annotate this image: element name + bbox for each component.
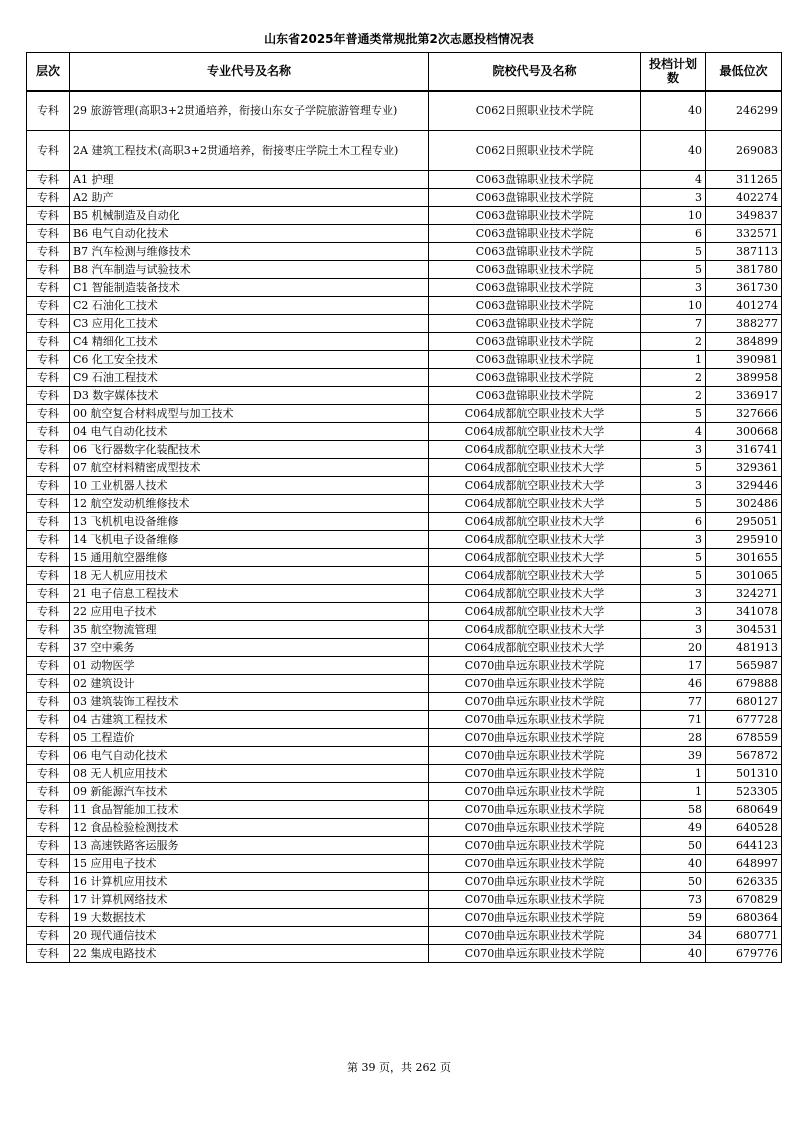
cell-level: 专科 <box>27 927 70 945</box>
cell-school: C063盘锦职业技术学院 <box>429 297 641 315</box>
cell-major: 01 动物医学 <box>70 657 429 675</box>
cell-major: B6 电气自动化技术 <box>70 225 429 243</box>
cell-major: 35 航空物流管理 <box>70 621 429 639</box>
cell-major: C2 石油化工技术 <box>70 297 429 315</box>
cell-plan: 4 <box>641 171 706 189</box>
cell-plan: 5 <box>641 261 706 279</box>
header-level: 层次 <box>27 53 70 91</box>
table-row <box>27 693 782 711</box>
cell-major: D3 数字媒体技术 <box>70 387 429 405</box>
cell-major: A2 助产 <box>70 189 429 207</box>
cell-major: 37 空中乘务 <box>70 639 429 657</box>
cell-school: C070曲阜远东职业技术学院 <box>429 783 641 801</box>
cell-rank: 567872 <box>706 747 782 765</box>
table-row <box>27 837 782 855</box>
cell-major: B7 汽车检测与维修技术 <box>70 243 429 261</box>
cell-school: C062日照职业技术学院 <box>429 91 641 131</box>
cell-plan: 3 <box>641 189 706 207</box>
cell-rank: 327666 <box>706 405 782 423</box>
cell-level: 专科 <box>27 801 70 819</box>
cell-school: C070曲阜远东职业技术学院 <box>429 693 641 711</box>
header-major: 专业代号及名称 <box>70 53 429 91</box>
cell-school: C070曲阜远东职业技术学院 <box>429 675 641 693</box>
cell-level: 专科 <box>27 531 70 549</box>
cell-school: C070曲阜远东职业技术学院 <box>429 711 641 729</box>
cell-rank: 389958 <box>706 369 782 387</box>
cell-rank: 304531 <box>706 621 782 639</box>
cell-major: A1 护理 <box>70 171 429 189</box>
cell-school: C063盘锦职业技术学院 <box>429 351 641 369</box>
table-row <box>27 513 782 531</box>
cell-rank: 677728 <box>706 711 782 729</box>
cell-school: C064成都航空职业技术大学 <box>429 603 641 621</box>
cell-major: 06 电气自动化技术 <box>70 747 429 765</box>
cell-plan: 3 <box>641 585 706 603</box>
cell-rank: 269083 <box>706 131 782 171</box>
cell-level: 专科 <box>27 621 70 639</box>
header-plan: 投档计划数 <box>641 53 706 91</box>
table-row <box>27 711 782 729</box>
cell-rank: 349837 <box>706 207 782 225</box>
cell-rank: 329361 <box>706 459 782 477</box>
table-row <box>27 801 782 819</box>
cell-level: 专科 <box>27 693 70 711</box>
cell-rank: 311265 <box>706 171 782 189</box>
cell-school: C063盘锦职业技术学院 <box>429 369 641 387</box>
table-row <box>27 783 782 801</box>
cell-plan: 3 <box>641 621 706 639</box>
cell-plan: 50 <box>641 873 706 891</box>
cell-rank: 388277 <box>706 315 782 333</box>
table-row <box>27 261 782 279</box>
table-body <box>27 91 782 963</box>
cell-rank: 679776 <box>706 945 782 963</box>
cell-level: 专科 <box>27 279 70 297</box>
cell-major: C1 智能制造装备技术 <box>70 279 429 297</box>
cell-level: 专科 <box>27 603 70 621</box>
page-footer: 第 39 页，共 262 页 <box>347 1061 451 1074</box>
cell-plan: 77 <box>641 693 706 711</box>
table-row <box>27 927 782 945</box>
cell-plan: 3 <box>641 603 706 621</box>
cell-major: 16 计算机应用技术 <box>70 873 429 891</box>
cell-major: C9 石油工程技术 <box>70 369 429 387</box>
cell-plan: 59 <box>641 909 706 927</box>
cell-rank: 332571 <box>706 225 782 243</box>
cell-school: C063盘锦职业技术学院 <box>429 225 641 243</box>
table-row <box>27 387 782 405</box>
table-row <box>27 315 782 333</box>
table-row <box>27 747 782 765</box>
cell-school: C064成都航空职业技术大学 <box>429 639 641 657</box>
cell-major: C6 化工安全技术 <box>70 351 429 369</box>
cell-school: C070曲阜远东职业技术学院 <box>429 765 641 783</box>
table-row <box>27 279 782 297</box>
cell-major: 29 旅游管理(高职3+2贯通培养，衔接山东女子学院旅游管理专业) <box>70 91 429 131</box>
cell-rank: 295910 <box>706 531 782 549</box>
cell-level: 专科 <box>27 387 70 405</box>
cell-rank: 523305 <box>706 783 782 801</box>
cell-school: C064成都航空职业技术大学 <box>429 567 641 585</box>
table-row <box>27 243 782 261</box>
cell-level: 专科 <box>27 657 70 675</box>
header-rank: 最低位次 <box>706 53 782 91</box>
cell-plan: 2 <box>641 387 706 405</box>
cell-rank: 246299 <box>706 91 782 131</box>
cell-major: 02 建筑设计 <box>70 675 429 693</box>
cell-major: 04 电气自动化技术 <box>70 423 429 441</box>
cell-school: C064成都航空职业技术大学 <box>429 477 641 495</box>
cell-rank: 336917 <box>706 387 782 405</box>
cell-rank: 301655 <box>706 549 782 567</box>
cell-plan: 6 <box>641 513 706 531</box>
cell-level: 专科 <box>27 459 70 477</box>
cell-plan: 6 <box>641 225 706 243</box>
cell-rank: 316741 <box>706 441 782 459</box>
cell-major: 06 飞行器数字化装配技术 <box>70 441 429 459</box>
cell-level: 专科 <box>27 91 70 131</box>
cell-major: 12 航空发动机维修技术 <box>70 495 429 513</box>
cell-plan: 34 <box>641 927 706 945</box>
table-row <box>27 131 782 171</box>
table-row <box>27 369 782 387</box>
cell-level: 专科 <box>27 131 70 171</box>
cell-plan: 5 <box>641 459 706 477</box>
cell-rank: 384899 <box>706 333 782 351</box>
table-row <box>27 639 782 657</box>
cell-school: C070曲阜远东职业技术学院 <box>429 747 641 765</box>
cell-school: C070曲阜远东职业技术学院 <box>429 945 641 963</box>
cell-major: C3 应用化工技术 <box>70 315 429 333</box>
cell-plan: 28 <box>641 729 706 747</box>
cell-rank: 390981 <box>706 351 782 369</box>
cell-major: 17 计算机网络技术 <box>70 891 429 909</box>
header-school: 院校代号及名称 <box>429 53 641 91</box>
cell-rank: 679888 <box>706 675 782 693</box>
cell-plan: 39 <box>641 747 706 765</box>
cell-major: 22 集成电路技术 <box>70 945 429 963</box>
cell-plan: 10 <box>641 297 706 315</box>
cell-plan: 4 <box>641 423 706 441</box>
cell-plan: 2 <box>641 369 706 387</box>
cell-level: 专科 <box>27 747 70 765</box>
cell-rank: 295051 <box>706 513 782 531</box>
cell-level: 专科 <box>27 567 70 585</box>
cell-level: 专科 <box>27 405 70 423</box>
cell-school: C070曲阜远东职业技术学院 <box>429 837 641 855</box>
table-row <box>27 297 782 315</box>
cell-plan: 5 <box>641 567 706 585</box>
cell-school: C070曲阜远东职业技术学院 <box>429 909 641 927</box>
cell-major: 22 应用电子技术 <box>70 603 429 621</box>
cell-plan: 3 <box>641 477 706 495</box>
table-row <box>27 549 782 567</box>
cell-rank: 361730 <box>706 279 782 297</box>
table-row <box>27 657 782 675</box>
cell-plan: 2 <box>641 333 706 351</box>
cell-major: 20 现代通信技术 <box>70 927 429 945</box>
cell-major: 09 新能源汽车技术 <box>70 783 429 801</box>
cell-major: 14 飞机电子设备维修 <box>70 531 429 549</box>
cell-level: 专科 <box>27 297 70 315</box>
table-row <box>27 495 782 513</box>
cell-plan: 5 <box>641 549 706 567</box>
cell-rank: 302486 <box>706 495 782 513</box>
cell-school: C070曲阜远东职业技术学院 <box>429 657 641 675</box>
cell-major: 15 应用电子技术 <box>70 855 429 873</box>
cell-level: 专科 <box>27 639 70 657</box>
cell-level: 专科 <box>27 783 70 801</box>
table-row <box>27 819 782 837</box>
cell-rank: 481913 <box>706 639 782 657</box>
cell-level: 专科 <box>27 243 70 261</box>
cell-plan: 49 <box>641 819 706 837</box>
cell-major: 08 无人机应用技术 <box>70 765 429 783</box>
cell-major: 15 通用航空器维修 <box>70 549 429 567</box>
cell-rank: 300668 <box>706 423 782 441</box>
cell-major: 2A 建筑工程技术(高职3+2贯通培养，衔接枣庄学院土木工程专业) <box>70 131 429 171</box>
cell-plan: 40 <box>641 91 706 131</box>
cell-plan: 3 <box>641 531 706 549</box>
cell-rank: 565987 <box>706 657 782 675</box>
table-row <box>27 477 782 495</box>
cell-plan: 1 <box>641 351 706 369</box>
cell-school: C064成都航空职业技术大学 <box>429 621 641 639</box>
cell-school: C064成都航空职业技术大学 <box>429 495 641 513</box>
table-row <box>27 225 782 243</box>
cell-level: 专科 <box>27 315 70 333</box>
cell-level: 专科 <box>27 675 70 693</box>
cell-school: C063盘锦职业技术学院 <box>429 171 641 189</box>
cell-school: C070曲阜远东职业技术学院 <box>429 927 641 945</box>
cell-school: C070曲阜远东职业技术学院 <box>429 819 641 837</box>
table-row <box>27 729 782 747</box>
cell-plan: 5 <box>641 495 706 513</box>
table-row <box>27 423 782 441</box>
cell-major: 03 建筑装饰工程技术 <box>70 693 429 711</box>
cell-plan: 5 <box>641 405 706 423</box>
cell-level: 专科 <box>27 585 70 603</box>
table-row <box>27 333 782 351</box>
cell-major: 12 食品检验检测技术 <box>70 819 429 837</box>
cell-school: C063盘锦职业技术学院 <box>429 261 641 279</box>
cell-school: C063盘锦职业技术学院 <box>429 207 641 225</box>
cell-plan: 71 <box>641 711 706 729</box>
table-row <box>27 531 782 549</box>
cell-level: 专科 <box>27 261 70 279</box>
cell-major: 18 无人机应用技术 <box>70 567 429 585</box>
cell-plan: 3 <box>641 279 706 297</box>
cell-level: 专科 <box>27 819 70 837</box>
cell-school: C064成都航空职业技术大学 <box>429 585 641 603</box>
cell-school: C070曲阜远东职业技术学院 <box>429 891 641 909</box>
table-row <box>27 855 782 873</box>
table-row <box>27 585 782 603</box>
cell-rank: 640528 <box>706 819 782 837</box>
cell-rank: 648997 <box>706 855 782 873</box>
cell-school: C063盘锦职业技术学院 <box>429 243 641 261</box>
table-row <box>27 945 782 963</box>
cell-plan: 50 <box>641 837 706 855</box>
cell-level: 专科 <box>27 171 70 189</box>
cell-level: 专科 <box>27 351 70 369</box>
cell-level: 专科 <box>27 729 70 747</box>
cell-rank: 680364 <box>706 909 782 927</box>
cell-level: 专科 <box>27 495 70 513</box>
cell-school: C063盘锦职业技术学院 <box>429 315 641 333</box>
table-row <box>27 909 782 927</box>
cell-school: C064成都航空职业技术大学 <box>429 513 641 531</box>
cell-school: C063盘锦职业技术学院 <box>429 189 641 207</box>
table-row <box>27 171 782 189</box>
cell-school: C064成都航空职业技术大学 <box>429 459 641 477</box>
table-row <box>27 675 782 693</box>
cell-level: 专科 <box>27 873 70 891</box>
table-row <box>27 91 782 131</box>
cell-plan: 3 <box>641 441 706 459</box>
cell-level: 专科 <box>27 513 70 531</box>
cell-school: C064成都航空职业技术大学 <box>429 531 641 549</box>
cell-rank: 329446 <box>706 477 782 495</box>
cell-plan: 1 <box>641 783 706 801</box>
cell-rank: 341078 <box>706 603 782 621</box>
table-row <box>27 459 782 477</box>
cell-level: 专科 <box>27 477 70 495</box>
table-row <box>27 189 782 207</box>
cell-rank: 678559 <box>706 729 782 747</box>
cell-plan: 5 <box>641 243 706 261</box>
table-row <box>27 891 782 909</box>
cell-major: 10 工业机器人技术 <box>70 477 429 495</box>
cell-school: C064成都航空职业技术大学 <box>429 441 641 459</box>
cell-rank: 402274 <box>706 189 782 207</box>
cell-level: 专科 <box>27 909 70 927</box>
cell-level: 专科 <box>27 549 70 567</box>
cell-plan: 20 <box>641 639 706 657</box>
cell-level: 专科 <box>27 855 70 873</box>
cell-rank: 301065 <box>706 567 782 585</box>
cell-plan: 58 <box>641 801 706 819</box>
page-title: 山东省2025年普通类常规批第2次志愿投档情况表 <box>264 32 534 46</box>
cell-major: 11 食品智能加工技术 <box>70 801 429 819</box>
cell-plan: 7 <box>641 315 706 333</box>
cell-major: 13 飞机机电设备维修 <box>70 513 429 531</box>
cell-level: 专科 <box>27 711 70 729</box>
cell-level: 专科 <box>27 189 70 207</box>
cell-major: 04 古建筑工程技术 <box>70 711 429 729</box>
cell-plan: 46 <box>641 675 706 693</box>
cell-rank: 680771 <box>706 927 782 945</box>
table-row <box>27 603 782 621</box>
cell-rank: 324271 <box>706 585 782 603</box>
cell-rank: 680127 <box>706 693 782 711</box>
table-row <box>27 621 782 639</box>
cell-level: 专科 <box>27 837 70 855</box>
table-row <box>27 351 782 369</box>
cell-school: C063盘锦职业技术学院 <box>429 279 641 297</box>
cell-level: 专科 <box>27 423 70 441</box>
cell-major: B8 汽车制造与试验技术 <box>70 261 429 279</box>
cell-rank: 387113 <box>706 243 782 261</box>
cell-plan: 73 <box>641 891 706 909</box>
cell-major: 07 航空材料精密成型技术 <box>70 459 429 477</box>
table-row <box>27 765 782 783</box>
cell-level: 专科 <box>27 369 70 387</box>
cell-rank: 626335 <box>706 873 782 891</box>
cell-plan: 10 <box>641 207 706 225</box>
cell-plan: 40 <box>641 945 706 963</box>
admission-table <box>26 52 782 963</box>
cell-major: 05 工程造价 <box>70 729 429 747</box>
cell-rank: 381780 <box>706 261 782 279</box>
table-row <box>27 441 782 459</box>
table-row <box>27 873 782 891</box>
cell-level: 专科 <box>27 765 70 783</box>
cell-school: C070曲阜远东职业技术学院 <box>429 873 641 891</box>
cell-major: C4 精细化工技术 <box>70 333 429 351</box>
cell-school: C063盘锦职业技术学院 <box>429 333 641 351</box>
cell-level: 专科 <box>27 225 70 243</box>
cell-school: C062日照职业技术学院 <box>429 131 641 171</box>
cell-plan: 1 <box>641 765 706 783</box>
table-row <box>27 405 782 423</box>
cell-rank: 644123 <box>706 837 782 855</box>
cell-school: C064成都航空职业技术大学 <box>429 549 641 567</box>
cell-major: 00 航空复合材料成型与加工技术 <box>70 405 429 423</box>
cell-plan: 40 <box>641 131 706 171</box>
cell-school: C070曲阜远东职业技术学院 <box>429 729 641 747</box>
cell-level: 专科 <box>27 891 70 909</box>
cell-rank: 501310 <box>706 765 782 783</box>
cell-level: 专科 <box>27 207 70 225</box>
cell-rank: 401274 <box>706 297 782 315</box>
cell-level: 专科 <box>27 945 70 963</box>
table-row <box>27 207 782 225</box>
cell-rank: 680649 <box>706 801 782 819</box>
table-header-row <box>27 53 782 91</box>
cell-rank: 670829 <box>706 891 782 909</box>
cell-school: C064成都航空职业技术大学 <box>429 405 641 423</box>
cell-school: C070曲阜远东职业技术学院 <box>429 855 641 873</box>
cell-plan: 40 <box>641 855 706 873</box>
cell-school: C063盘锦职业技术学院 <box>429 387 641 405</box>
cell-school: C070曲阜远东职业技术学院 <box>429 801 641 819</box>
cell-major: 21 电子信息工程技术 <box>70 585 429 603</box>
cell-school: C064成都航空职业技术大学 <box>429 423 641 441</box>
cell-level: 专科 <box>27 333 70 351</box>
cell-major: 13 高速铁路客运服务 <box>70 837 429 855</box>
cell-major: 19 大数据技术 <box>70 909 429 927</box>
cell-level: 专科 <box>27 441 70 459</box>
cell-plan: 17 <box>641 657 706 675</box>
table-row <box>27 567 782 585</box>
cell-major: B5 机械制造及自动化 <box>70 207 429 225</box>
